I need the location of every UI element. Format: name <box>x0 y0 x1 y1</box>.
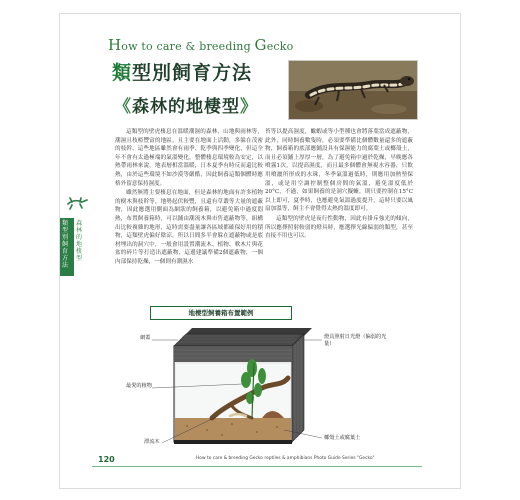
label-plant: 最愛的植物 <box>126 383 152 389</box>
footer-rule <box>92 466 422 467</box>
body-paragraph: 苔等以提高濕度，蠍蝦或等小型種也會將落葉當成遮蔽物，此外，同時飼養數隻時，必須要準備比個體數量還多的遮蔽物，飼養箱的底部應鋪設具有保濕能力的腐葉土或椰殼土，而且必須鋪上厚厚一層，為了避免箱中過於乾燥，早晚應各噴霧1次，以提高濕度，而且最多個體會無視水容器，只飲用噴灑所形成的水珠，冬季氣溫過低時，則應用加熱墊保溫，或是用空調控制整個房間的氣溫，避免溫度低於20°C，不過，如果飼養的是洞穴擬蜥，則只要控制在15°C以上即可，夏季時，也應避免氣溫過度提升，這時只要以風扇加溫等，飼主不會覺得太熱的溫度即可。 <box>265 129 413 213</box>
label-substrate: 椰殼土或腐葉土 <box>324 435 361 441</box>
body-paragraph: 這類型的壁虎棲息在溫暖潮濕的森林，山地與雨林等，潮濕且枝椏豐富的地區。且主要在地面上活動，多躲在茂密的枝幹、這些地區雖然會有雨季、乾季與四季變化，但這全年不會有太過極端的氣溫變化，整體棲息環境較為安定，以熱帶雨林來說，地表層相當溫暖，日本夏季有時反而還比較熱，由於這些環境不如沙漠等嚴酷，因此飼養這類個體時應格外留意保持濕度。 <box>115 129 263 187</box>
section-subtitle: 《森林的地棲型》 <box>114 97 258 117</box>
terrarium-diagram <box>112 318 424 460</box>
body-paragraph: 這類型的壁虎是夜行性動物，因此有掛斥強光的傾向，所以應擇照射較弱的燈具時，應選擇光線偏弱的類型，甚至直接不用也可以。 <box>265 215 413 240</box>
page-number: 120 <box>98 455 115 464</box>
body-column-left <box>115 128 263 268</box>
chapter-tab-text: 類型別飼育方法 <box>62 220 69 269</box>
running-footer: How to care & breeding Gecko reptiles & amphibians Photo Guide Series "Gecko" <box>196 456 375 461</box>
body-paragraph: 雖然無將主要棲息在地面，但是森林的地面有許多植物的樹木與枝幹等，地勢起伏較豐，且還有草叢等大量的遮蔽物，因此應選用側面為網狀的飼養箱，以避免箱中過度悶熱，布置飼養箱時，可以鋪由潮流木與市售遮蔽物等，組構出比較複雜的地形，這時需要盡量讓各區域都確保好用的積物，這類壁虎偏好陰涼，所以日間多半會躲在遮蔽物或是底材埋出的洞穴中，一般會用設置潮流木、植物、軟木片與花盆的碎片等打造出遮蔽物，這邊建議準備2個遮蔽物，一個內部保持乾燥，一個則有潮濕水 <box>115 190 263 265</box>
gecko-silhouette-icon <box>66 196 88 210</box>
label-light: 燈具照射日光燈（偏弱的光量） <box>324 334 387 347</box>
body-column-right <box>265 128 413 242</box>
english-heading: How to care & breeding Gecko <box>108 36 294 54</box>
chapter-tab-subtext: 森林的地棲型 <box>76 220 83 262</box>
label-mesh: 網蓋 <box>140 335 151 341</box>
label-driftwood: 漂流木 <box>144 439 160 445</box>
diagram-title: 地棲型飼養箱布置範例 <box>150 306 292 320</box>
page-title: 類型別飼育方法 <box>112 62 253 84</box>
gecko-photo <box>288 60 418 120</box>
